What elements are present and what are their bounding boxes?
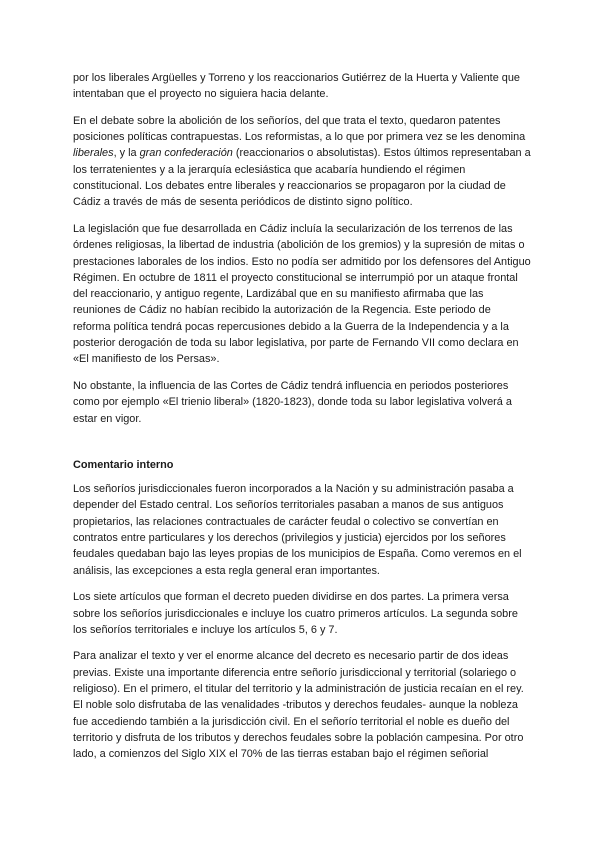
section-paragraph-3: Para analizar el texto y ver el enorme alcance del decreto es necesario partir de dos ideas previas. Existe una importante diferencia entre señorío jurisdiccional y territorial (solariego o religioso). En el primero, el titular del territorio y la administración de justicia recaían en el rey. El noble solo disfrutaba de las venalidades -tributos y derechos feudales- aunque la nobleza fue accediendo también a la jurisdicción civil. En el señorío territorial el noble es dueño del territorio y disfruta de los tributos y derechos feudales sobre la población campesina. Por otro lado, a comienzos del Siglo XIX el 70% de las tierras estaban bajo el régimen señorial xyxy=(73,650,524,761)
term-gran-confederacion: gran confederación xyxy=(139,147,233,160)
paragraph-2-text-b: , y la xyxy=(113,147,140,160)
section-paragraph-1: Los señoríos jurisdiccionales fueron incorporados a la Nación y su administración pasaba a depender del Estado central. Los señoríos territoriales pasaban a manos de sus antiguos propietarios, las relaciones contractuales de carácter feudal o colectivo se convertían en contratos entre particulares y los derechos (privilegios y justicia) ejercidos por los señores feudales quedaban bajo las leyes propias de los municipios de España. Como veremos en el análisis, las excepciones a esta regla general eran importantes. xyxy=(73,483,522,577)
paragraph-4: No obstante, la influencia de las Cortes de Cádiz tendrá influencia en periodos posteriores como por ejemplo «El trienio liberal» (1820-1823), donde toda su labor legislativa volverá a estar en vigor. xyxy=(73,379,512,425)
paragraph-2 xyxy=(73,113,531,211)
paragraph-3: La legislación que fue desarrollada en Cádiz incluía la secularización de los terrenos de las órdenes religiosas, la libertad de industria (abolición de los gremios) y la supresión de mitas o prestaciones laborales de los indios. Esto no podía ser admitido por los defensores del Antiguo Régimen. En octubre de 1811 el proyecto constitucional se interrumpió por un ataque frontal del reaccionario, y antiguo regente, Lardizábal que en su manifiesto afirmaba que las reuniones de Cádiz no habían recibido la autorización de la Regencia. Este periodo de reforma política tendrá pocas repercusiones debido a la Guerra de la Independencia y a la posterior derogación de toda su labor legislativa, por parte de Fernando VII como declara en «El manifiesto de los Persas». xyxy=(73,222,531,366)
paragraph-2-text-a: En el debate sobre la abolición de los señoríos, del que trata el texto, quedaron patentes posiciones políticas contrapuestas. Los reformistas, a lo que por primera vez se les denomina xyxy=(73,114,526,144)
paragraph-2-text-c: (reaccionarios o absolutistas). Estos últimos representaban a los terratenientes y a la jerarquía eclesiástica que acabaría hundiendo el régimen constitucional. Los debates entre liberales y reaccionarios se propagaron por la ciudad de Cádiz a través de más de sesenta periódicos de distinto signo político. xyxy=(73,147,531,209)
term-liberales: liberales xyxy=(73,147,114,160)
paragraph-1: por los liberales Argüelles y Torreno y los reaccionarios Gutiérrez de la Huerta y Valiente que intentaban que el proyecto no siguiera hacia delante. xyxy=(73,72,520,101)
document-page xyxy=(73,70,531,773)
section-paragraph-2: Los siete artículos que forman el decreto pueden dividirse en dos partes. La primera versa sobre los señoríos jurisdiccionales e incluye los cuatro primeros artículos. La segunda sobre los señoríos territoriales e incluye los artículos 5, 6 y 7. xyxy=(73,591,518,636)
section-heading: Comentario interno xyxy=(73,458,174,471)
